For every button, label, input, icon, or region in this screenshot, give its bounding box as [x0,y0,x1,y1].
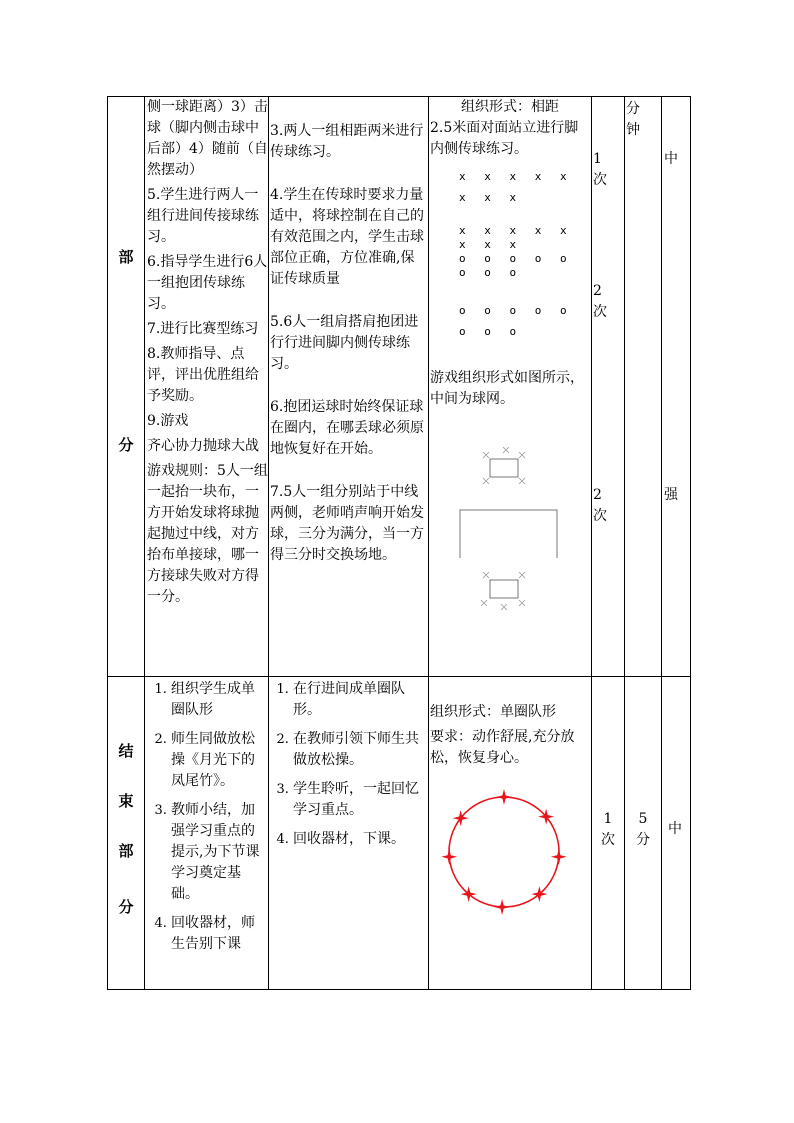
formation-o-row: o o o o o o o o [459,304,573,338]
intensity-value: 强 [664,487,678,503]
main-part-row [108,97,691,677]
student-end-item: 1. 在行进间成单圈队形。 [293,679,424,721]
times-main [592,97,625,677]
student-activities-end [269,677,429,990]
org-form-end: 组织形式：单圈队形 [430,704,556,720]
minutes-main [625,97,662,677]
student-end-item: 4. 回收器材，下课。 [293,829,424,850]
minutes-end [625,677,662,990]
game-title: 齐心协力抛球大战 [147,438,259,454]
teacher-end-item: 4. 回收器材，师生告别下课 [171,913,264,955]
student-markers [441,789,567,915]
intensity-main [662,97,691,677]
organization-main [429,97,592,677]
times-end [592,677,625,990]
teacher-step: 6.指导学生进行6人一组抱团传球练习。 [147,254,268,312]
formation-x-row: x x x x x x x x [459,224,573,251]
end-part-row [108,677,691,990]
net-line [460,510,557,558]
game-rules: 游戏规则：5人一组一起抬一块布，一方开始发球将球抛起抛过中线，对方抬布单接球，哪一方接球失败对方得一分。 [147,463,268,605]
student-end-item: 2. 在教师引领下师生共做放松操。 [293,729,424,771]
cloth-top [490,459,518,477]
org-form-detail: 2.5米面对面站立进行脚内侧传球练习。 [430,120,579,157]
student-step: 6.抱团运球时始终保证球在圈内，在哪丢球必须原地恢复好在开始。 [270,399,424,457]
formation-circle [449,797,559,907]
phase-char: 束 [118,792,134,810]
intensity-value: 中 [664,151,678,167]
org-form: 组织形式：相距 [461,99,559,115]
organization-end [429,677,592,990]
teacher-end-item: 2. 师生同做放松操《月光下的凤尾竹》。 [171,729,264,792]
teacher-step: 5.学生进行两人一组行进间传接球练习。 [147,187,259,245]
teacher-end-item: 3. 教师小结，加强学习重点的提示,为下节课学习奠定基础。 [171,800,264,905]
teacher-step: 8.教师指导、点评，评出优胜组给予奖励。 [147,346,259,404]
student-activities-main [269,97,429,677]
players-top [483,447,525,484]
student-step: 3.两人一组相距两米进行传球练习。 [270,123,424,160]
game-field-diagram [457,442,567,617]
teacher-activities-main [145,97,269,677]
student-star-marker [551,849,567,865]
minutes-value: 5分 [636,811,650,848]
student-step: 7.5人一组分别站于中线两侧，老师哨声响开始发球，三分为满分，当一方得三分时交换场地。 [270,484,424,563]
teacher-end-item: 1. 组织学生成单圈队形 [171,679,264,721]
phase-char: 分 [118,436,134,454]
minutes-value: 分钟 [626,101,640,138]
teacher-step: 7.进行比赛型练习 [147,321,259,337]
student-star-marker [441,849,457,865]
formation-o-row: o o o o o o o o [459,252,573,279]
org-requirement: 要求：动作舒展,充分放松，恢复身心。 [430,729,575,766]
intensity-value: 中 [668,821,682,837]
game-formation-note: 游戏组织形式如图所示，中间为球网。 [430,370,584,407]
times-value: 1次 [593,151,607,188]
phase-char: 分 [118,898,134,916]
times-value: 1次 [601,811,615,848]
single-circle-formation-diagram [435,785,575,920]
student-step: 5.6人一组肩搭肩抱团进行行进间脚内侧传球练习。 [270,314,419,372]
student-end-item: 3. 学生聆听，一起回忆学习重点。 [293,779,424,821]
student-star-marker [496,789,512,805]
phase-char: 结 [118,742,134,760]
phase-char: 部 [118,248,134,266]
times-value: 2次 [593,283,607,320]
intensity-end [662,677,691,990]
phase-cell-main [108,97,145,677]
teacher-activities-end [145,677,269,990]
student-star-marker [494,899,510,915]
teacher-step: 9.游戏 [147,413,189,429]
formation-x-row: x x x x x x x x [459,170,573,204]
teacher-step: 侧一球距离）3）击球（脚内侧击球中后部）4）随前（自然摆动） [147,99,268,178]
cloth-bottom [490,580,518,598]
phase-char: 部 [118,842,134,860]
phase-cell-end [108,677,145,990]
lesson-plan-table [107,96,691,990]
student-step: 4.学生在传球时要求力量适中，将球控制在自己的有效范围之内，学生击球部位正确，方位准确,保证传球质量 [270,187,424,287]
times-value: 2次 [593,487,607,524]
